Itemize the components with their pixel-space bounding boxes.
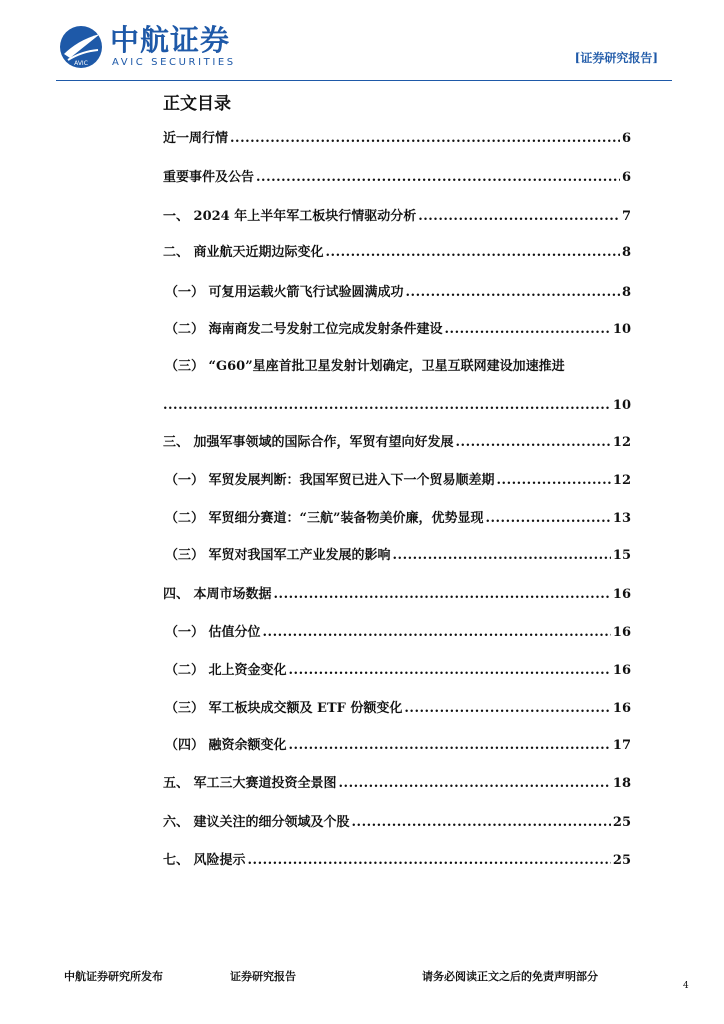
toc-leader-dots — [263, 624, 611, 642]
toc-entry-label: （一） 军贸发展判断：我国军贸已进入下一个贸易顺差期 — [165, 473, 495, 488]
toc-leader-dots — [289, 737, 611, 755]
toc-entry-page: 18 — [612, 776, 631, 791]
toc-entry-section-7[interactable] — [163, 852, 631, 870]
toc-leader-dots — [163, 397, 611, 415]
toc-entry-page: 16 — [612, 587, 631, 602]
toc-title: 正文目录 — [163, 94, 231, 114]
toc-entry-label: （一） 估值分位 — [165, 625, 261, 640]
toc-entry-label: （二） 军贸细分赛道：“三航”装备物美价廉，优势显现 — [165, 511, 484, 526]
toc-entry-page: 8 — [621, 285, 631, 300]
toc-entry-page: 15 — [612, 548, 631, 563]
toc-entry-page: 12 — [612, 435, 631, 450]
toc-entry-label: 六、 建议关注的细分领域及个股 — [163, 815, 350, 830]
logo-english-name: AVIC SECURITIES — [112, 57, 236, 68]
toc-entry-label: 七、 风险提示 — [163, 853, 246, 868]
footer-disclaimer: 请务必阅读正文之后的免责声明部分 — [422, 970, 598, 983]
toc-entry-label: 四、 本周市场数据 — [163, 587, 272, 602]
toc-leader-dots — [256, 169, 620, 187]
toc-entry-label: 三、 加强军事领域的国际合作，军贸有望向好发展 — [163, 435, 454, 450]
toc-entry-page: 16 — [612, 701, 631, 716]
toc-entry-section-4-4[interactable] — [165, 737, 631, 755]
report-tag: [证券研究报告] — [574, 51, 658, 65]
toc-entry-label: （二） 北上资金变化 — [165, 663, 287, 678]
toc-entry-page: 10 — [612, 322, 631, 337]
toc-entry-page: 6 — [621, 131, 631, 146]
toc-entry-section-4-1[interactable] — [165, 624, 631, 642]
toc-entry-label: 重要事件及公告 — [163, 170, 255, 185]
toc-leader-dots — [230, 130, 620, 148]
toc-entry-page: 8 — [621, 245, 631, 260]
toc-entry-label: （三） 军贸对我国军工产业发展的影响 — [165, 548, 391, 563]
toc-leader-dots — [326, 244, 620, 262]
toc-entry-section-2[interactable] — [163, 244, 631, 262]
toc-leader-dots — [352, 814, 611, 832]
toc-entry-section-2-3[interactable]: （三） “G60”星座首批卫星发射计划确定，卫星互联网建设加速推进 — [165, 359, 565, 374]
toc-entry-section-4-3[interactable] — [165, 700, 631, 718]
toc-entry-section-3-1[interactable] — [165, 472, 631, 490]
toc-entry-label: 二、 商业航天近期边际变化 — [163, 245, 324, 260]
toc-entry-section-3-3[interactable] — [165, 547, 631, 565]
toc-leader-dots — [485, 510, 610, 528]
toc-entry-label: 近一周行情 — [163, 131, 229, 146]
toc-entry-page: 10 — [612, 398, 631, 413]
logo-chinese-name: 中航证券 — [110, 23, 231, 57]
toc-entry-section-5[interactable] — [163, 775, 631, 793]
page-number: 4 — [683, 981, 689, 991]
toc-entry-label: （三） 军工板块成交额及 ETF 份额变化 — [165, 701, 403, 716]
toc-leader-dots — [289, 662, 611, 680]
toc-leader-dots — [445, 321, 611, 339]
toc-entry-label: （一） 可复用运载火箭飞行试验圆满成功 — [165, 285, 404, 300]
toc-leader-dots — [497, 472, 611, 490]
toc-entry-weekly-market[interactable] — [163, 130, 631, 148]
toc-entry-section-3-2[interactable] — [165, 510, 631, 528]
toc-entry-label: 一、 2024 年上半年军工板块行情驱动分析 — [163, 209, 417, 224]
toc-entry-page: 25 — [612, 853, 631, 868]
toc-entry-page: 6 — [621, 170, 631, 185]
toc-entry-section-3[interactable] — [163, 434, 631, 452]
toc-leader-dots — [418, 208, 620, 226]
toc-entry-section-2-2[interactable] — [165, 321, 631, 339]
footer-publisher: 中航证券研究所发布 — [64, 970, 163, 983]
toc-leader-dots — [274, 586, 611, 604]
page-footer — [0, 970, 724, 1000]
toc-entry-page: 17 — [612, 738, 631, 753]
toc-entry-section-4-2[interactable] — [165, 662, 631, 680]
toc-entry-section-2-1[interactable] — [165, 284, 631, 302]
toc-entry-page: 16 — [612, 625, 631, 640]
toc-entry-label: （四） 融资余额变化 — [165, 738, 287, 753]
toc-leader-dots — [404, 700, 611, 718]
toc-entry-page: 25 — [612, 815, 631, 830]
toc-entry-section-1[interactable] — [163, 208, 631, 226]
toc-entry-page: 16 — [612, 663, 631, 678]
toc-entry-events[interactable] — [163, 169, 631, 187]
toc-entry-label: 五、 军工三大赛道投资全景图 — [163, 776, 337, 791]
toc-leader-dots — [393, 547, 611, 565]
logo-badge-text: AVIC — [74, 60, 88, 67]
toc-leader-dots — [406, 284, 620, 302]
toc-entry-page: 13 — [612, 511, 631, 526]
toc-leader-dots — [248, 852, 611, 870]
toc-entry-section-4[interactable] — [163, 586, 631, 604]
toc-entry-page: 7 — [621, 209, 631, 224]
toc-entry-page: 12 — [612, 473, 631, 488]
toc-entry-section-6[interactable] — [163, 814, 631, 832]
toc-leader-dots — [339, 775, 611, 793]
toc-leader-dots — [456, 434, 611, 452]
toc-entry-label: （二） 海南商发二号发射工位完成发射条件建设 — [165, 322, 443, 337]
toc-entry-section-2-3-continued[interactable] — [163, 397, 631, 415]
footer-report-type: 证券研究报告 — [230, 970, 296, 983]
